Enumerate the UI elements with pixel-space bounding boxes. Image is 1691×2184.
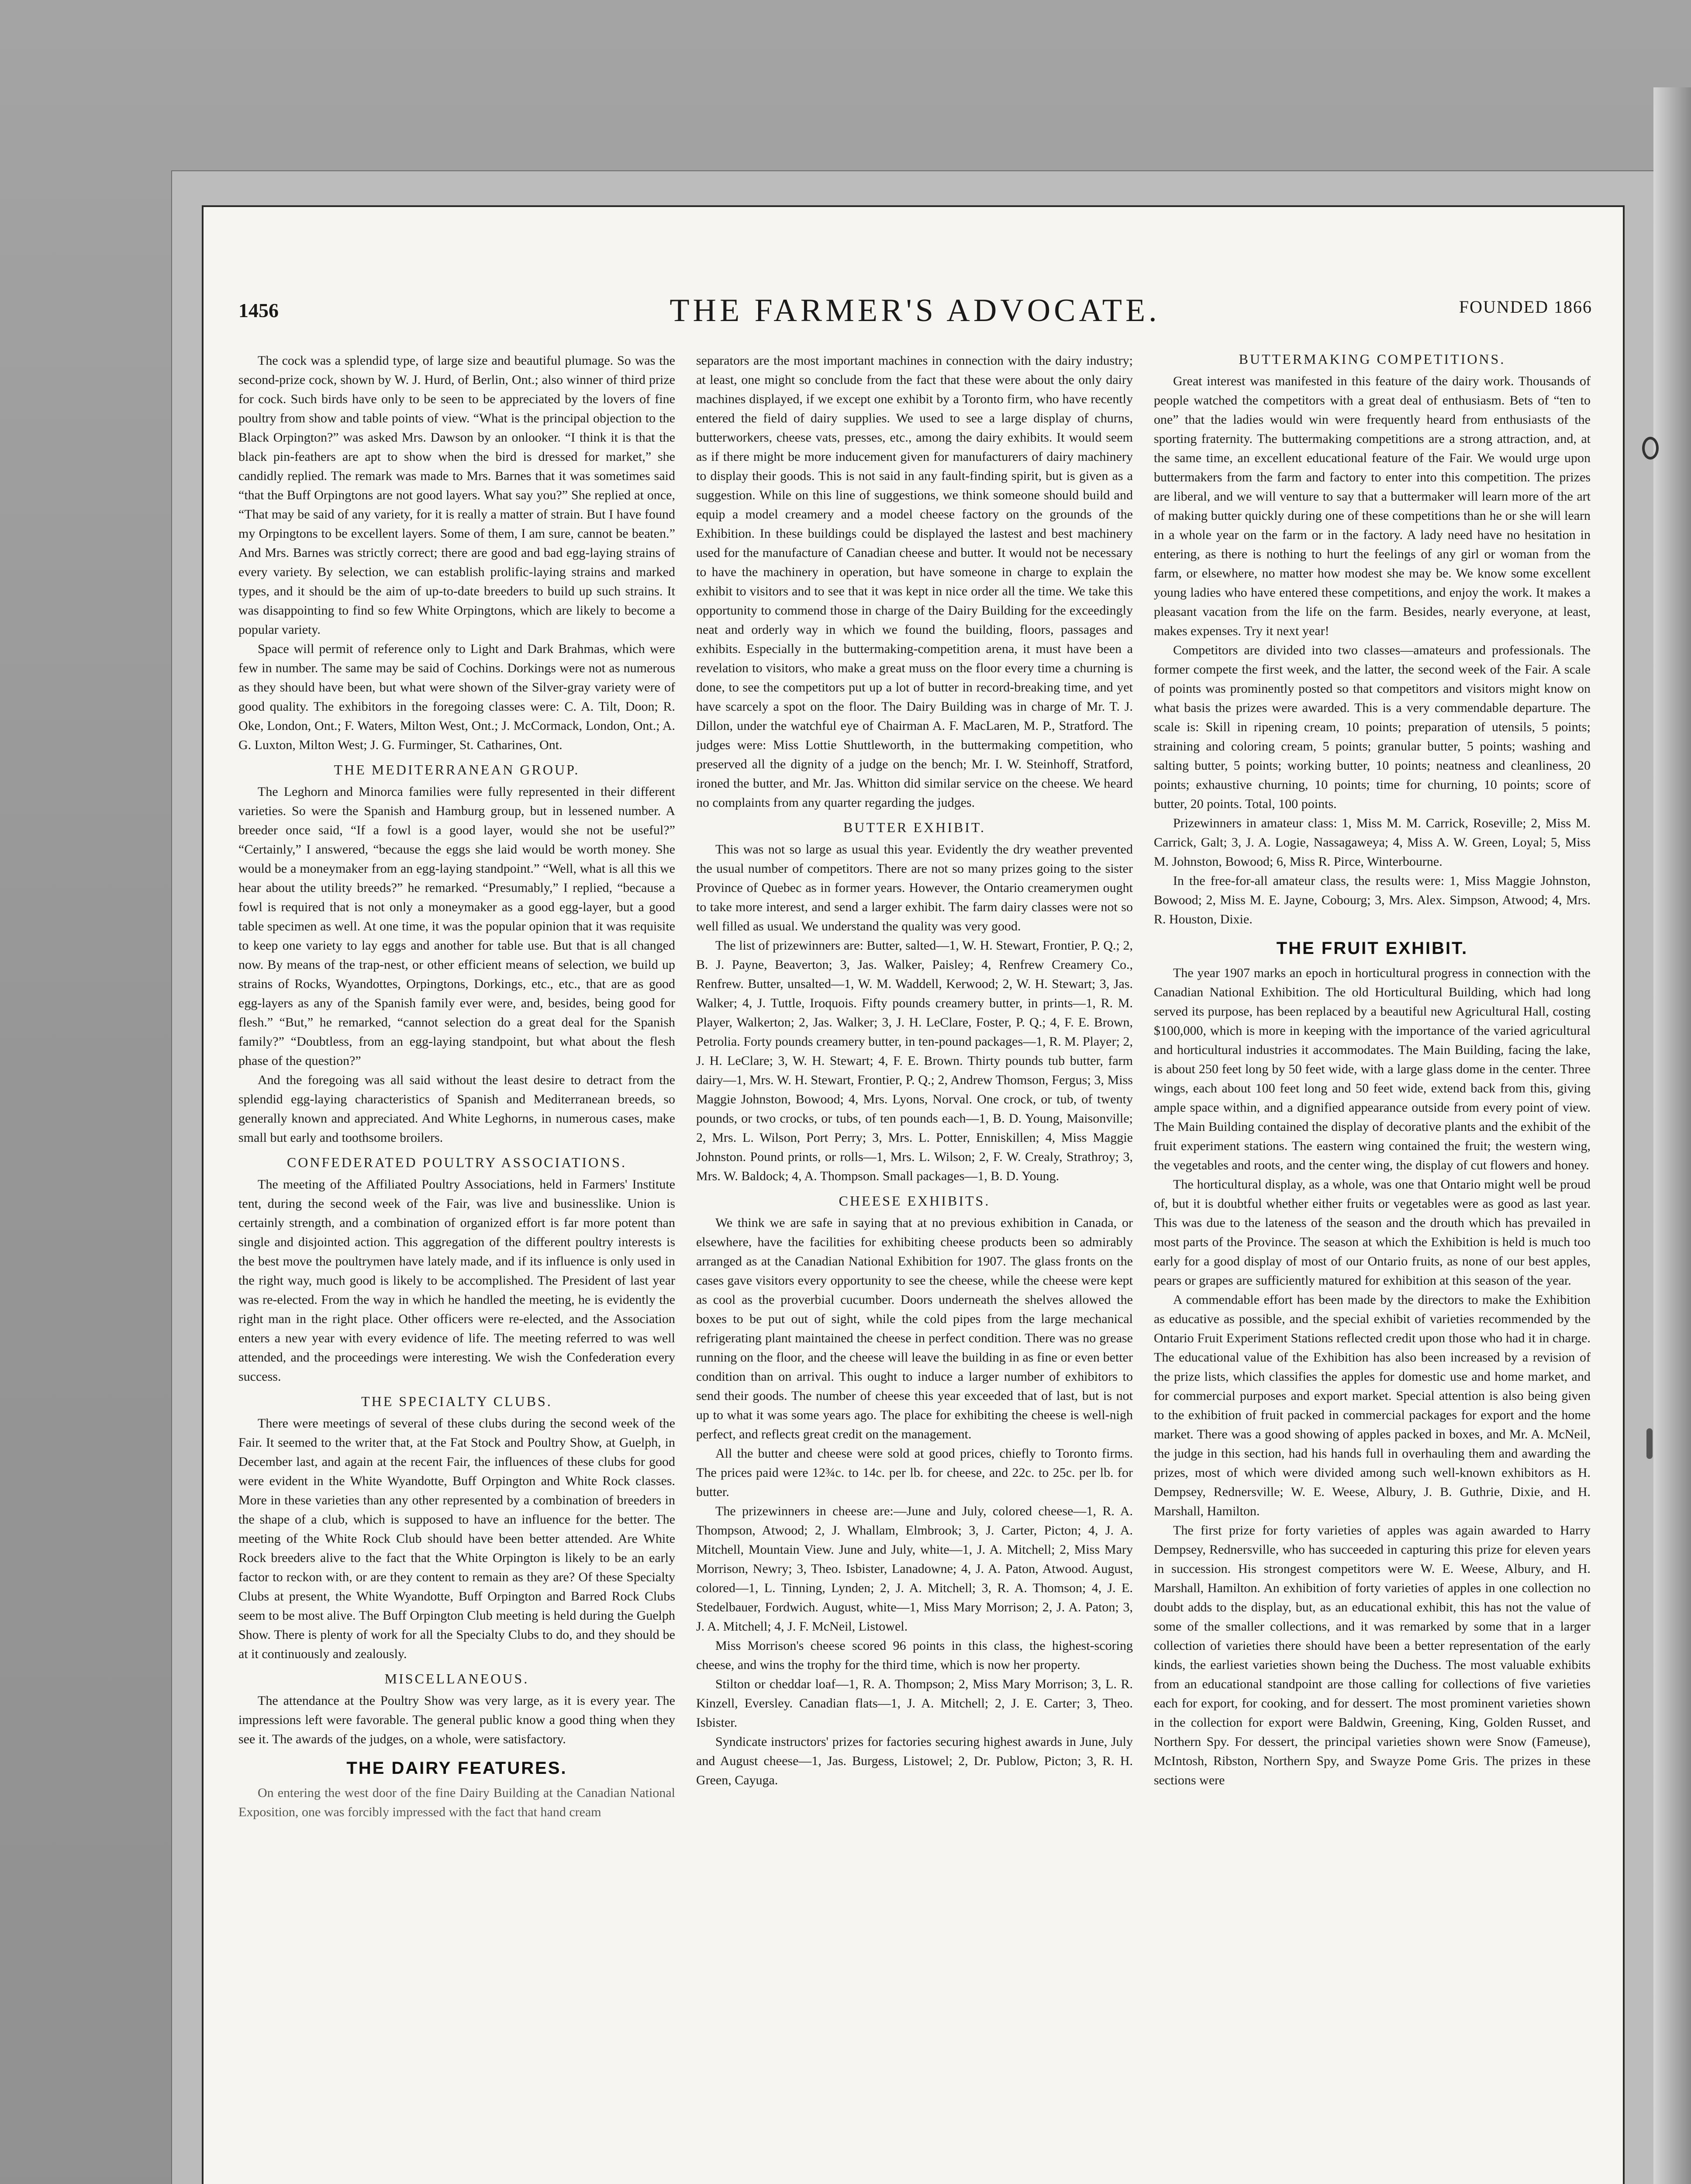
section-heading: THE MEDITERRANEAN GROUP.: [334, 762, 580, 778]
section-heading: BUTTERMAKING COMPETITIONS.: [1239, 351, 1506, 367]
section-heading: THE SPECIALTY CLUBS.: [361, 1393, 552, 1409]
column-3: [1154, 351, 1591, 2184]
article-paragraph: And the foregoing was all said without the least desire to detract from the splendid egg-laying characteristics of Spanish and Mediterranean breeds, so generally known and appreciated. And White Leghorns, in numerous cases, make small but early and toothsome broilers.: [238, 1073, 675, 1145]
section-heading: MISCELLANEOUS.: [384, 1671, 529, 1686]
scan-speck: [1642, 437, 1659, 460]
article-paragraph: All the butter and cheese were sold at good prices, chiefly to Toronto firms. The prices paid were 12¾c. to 14c. per lb. for cheese, and 22c. to 25c. per lb. for butter.: [696, 1446, 1133, 1499]
section-heading: THE FRUIT EXHIBIT.: [1276, 939, 1468, 958]
masthead-title: THE FARMER'S ADVOCATE.: [669, 293, 1160, 328]
article-paragraph: separators are the most important machines in connection with the dairy industry; at least, one might so conclude from the fact that these were about the only dairy machines displayed, if we except one exhibit by a Toronto firm, who have recently entered the field of dairy supplies. We used to see a large display of churns, butterworkers, cheese vats, presses, etc., among the dairy exhibits. It would seem as if there might be more inducement given for manufacturers of dairy machinery to display their goods. This is not said in any fault-finding spirit, but is given as a suggestion. While on this line of suggestions, we think someone should build and equip a model creamery and a model cheese factory on the grounds of the Exhibition. In these buildings could be displayed the lastest and best machinery used for the manufacture of Canadian cheese and butter. It would not be necessary to have the machinery in operation, but have someone in charge to explain the exhibit to visitors and to see that it was kept in nice order all the time. We take this opportunity to commend those in charge of the Dairy Building for the exceedingly neat and orderly way in which we found the building, floors, passages and exhibits. Especially in the buttermaking-competition arena, it must have been a revelation to visitors, who make a great muss on the floor every time a churning is done, to see the competitors put up a lot of butter in record-breaking time, and yet have scarcely a spot on the floor. The Dairy Building was in charge of Mr. T. J. Dillon, under the watchful eye of Chairman A. F. MacLaren, M. P., Stratford. The judges were: Miss Lottie Shuttleworth, in the buttermaking competition, who preserved all the dignity of a judge on the bench; Mr. I. W. Steinhoff, Stratford, ironed the butter, and Mr. Jas. Whitton did similar service on the cheese. We heard no complaints from any quarter regarding the judges.: [696, 353, 1133, 810]
section-heading: CHEESE EXHIBITS.: [839, 1193, 990, 1209]
article-paragraph: The horticultural display, as a whole, was one that Ontario might well be proud of, but it is doubtful whether either fruits or vegetables were as good as last year. This was due to the lateness of the season and the drouth which has prevailed in most parts of the Province. The season at which the Exhibition is held is much too early for a good display of most of our Ontario fruits, as none of our best apples, pears or grapes are sufficiently matured for exhibition at this season of the year.: [1154, 1177, 1591, 1288]
article-paragraph: We think we are safe in saying that at no previous exhibition in Canada, or elsewhere, have the facilities for exhibiting cheese products been so admirably arranged as at the Canadian National Exhibition for 1907. The glass fronts on the cases gave visitors every opportunity to see the cheese, while the cheese were kept as cool as the proverbial cucumber. Doors underneath the shelves allowed the boxes to be put out of sight, while the cold pipes from the large mechanical refrigerating plant maintained the cheese in perfect condition. There was no grease running on the floor, and the cheese will leave the building in as fine or even better condition than on arrival. This ought to induce a larger number of exhibitors to send their goods. The number of cheese this year exceeded that of last, but is not up to what it was some years ago. The place for exhibiting the cheese is well-nigh perfect, and reflects great credit on the management.: [696, 1216, 1133, 1441]
article-paragraph: Miss Morrison's cheese scored 96 points in this class, the highest-scoring cheese, and wins the trophy for the third time, which is now her property.: [696, 1638, 1133, 1672]
section-heading: CONFEDERATED POULTRY ASSOCIATIONS.: [286, 1154, 627, 1170]
article-paragraph: The meeting of the Affiliated Poultry Associations, held in Farmers' Institute tent, during the second week of the Fair, was live and businesslike. Union is certainly strength, and a combination of organized effort is far more potent than single and disjointed action. This aggregation of the different poultry interests is the best move the poultrymen have lately made, and if its influence is only used in the right way, much good is likely to be accomplished. The President of last year was re-elected. From the way in which he handled the meeting, he is evidently the right man in the right place. Other officers were re-elected, and the Association enters a new year with every evidence of life. The meeting referred to was well attended, and the proceedings were interesting. We wish the Confederation every success.: [238, 1177, 675, 1384]
column-1: [238, 351, 675, 2184]
article-paragraph: Stilton or cheddar loaf—1, R. A. Thompson; 2, Miss Mary Morrison; 3, L. R. Kinzell, Eversley. Canadian flats—1, J. A. Mitchell; 2, J. E. Carter; 3, Theo. Isbister.: [696, 1677, 1133, 1730]
column-2: [696, 351, 1133, 2184]
page-number: 1456: [238, 299, 279, 321]
article-paragraph: The prizewinners in cheese are:—June and July, colored cheese—1, R. A. Thompson, Atwood; 2, J. Whallam, Elmbrook; 3, J. Carter, Picton; 4, J. A. Mitchell, Mountain View. June and July, white—1, J. A. Mitchell; 2, Miss Mary Morrison, Newry; 3, Theo. Isbister, Lanadowne; 4, J. A. Paton, Atwood. August, colored—1, L. Tinning, Lynden; 2, J. A. Mitchell; 3, R. A. Thomson; 4, J. E. Stedelbauer, Fordwich. August, white—1, Miss Mary Morrison; 2, J. A. Paton; 3, J. A. Mitchell; 4, J. F. McNeil, Listowel.: [696, 1504, 1133, 1634]
article-paragraph: This was not so large as usual this year. Evidently the dry weather prevented the usual number of competitors. There are not so many prizes going to the sister Province of Quebec as in former years. However, the Ontario creamerymen ought to take more interest, and send a larger exhibit. The farm dairy classes were not so well filled as usual. We understand the quality was very good.: [696, 842, 1133, 933]
article-paragraph: Syndicate instructors' prizes for factories securing highest awards in June, July and August cheese—1, Jas. Burgess, Listowel; 2, Dr. Publow, Picton; 3, R. H. Green, Cayuga.: [696, 1735, 1133, 1787]
article-paragraph: The first prize for forty varieties of apples was again awarded to Harry Dempsey, Rednersville, who has succeeded in capturing this prize for eleven years in succession. His strongest competitors were W. E. Weese, Albury, and H. Marshall, Hamilton. An exhibition of forty varieties of apples in one collection no doubt adds to the display, but, as an educational exhibit, this has not the value of some of the smaller collections, and it was remarked by some that in a larger collection of varieties there should have been a better representation of the early kinds, the earliest varieties shown being the Duchess. The most valuable exhibits from an educational standpoint are those calling for collections of five varieties each for export, for cooking, and for dessert. The most prominent varieties shown in the collection for export were Baldwin, Greening, King, Golden Russet, and Northern Spy. For dessert, the principal varieties shown were Snow (Fameuse), McIntosh, Ribston, Northern Spy, and Swayze Pome Gris. The prizes in these sections were: [1154, 1523, 1591, 1787]
article-paragraph: A commendable effort has been made by the directors to make the Exhibition as educative as possible, and the special exhibit of varieties recommended by the Ontario Fruit Experiment Stations reflected credit upon those who had it in charge. The educational value of the Exhibition has also been increased by a revision of the prize lists, which classifies the apples for domestic use and home market, and for commercial purposes and export market. Special attention is also being given to the exhibition of fruit packed in commercial packages for export and the home market. There was a good showing of apples packed in boxes, and Mr. A. McNeil, the judge in this section, had his hands full in overhauling them and awarding the prizes, most of which were divided among such well-known exhibitors as H. Dempsey, Rednersville; W. E. Weese, Albury, J. B. Guthrie, Dixie, and H. Marshall, Hamilton.: [1154, 1292, 1591, 1518]
section-heading: THE DAIRY FEATURES.: [346, 1759, 567, 1778]
article-paragraph: The list of prizewinners are: Butter, salted—1, W. H. Stewart, Frontier, P. Q.; 2, B. J. Payne, Beaverton; 3, Jas. Walker, Paisley; 4, Renfrew Creamery Co., Renfrew. Butter, unsalted—1, W. M. Waddell, Kerwood; 2, W. H. Stewart; 3, Jas. Walker; 4, J. Tuttle, Iroquois. Fifty pounds creamery butter, in prints—1, R. M. Player, Walkerton; 2, Jas. Walker; 3, J. H. LeClare, Foster, P. Q.; 4, F. E. Brown, Petrolia. Forty pounds creamery butter, in ten-pound packages—1, R. M. Player; 2, J. H. LeClare; 3, W. H. Stewart; 4, F. E. Brown. Thirty pounds tub butter, farm dairy—1, Mrs. W. H. Stewart, Frontier, P. Q.; 2, Andrew Thomson, Fergus; 3, Miss Maggie Johnston, Bowood; 4, Mrs. Lyons, Norval. One crock, or tub, of twenty pounds, or two crocks, or tubs, of ten pounds each—1, B. D. Young, Maisonville; 2, Mrs. L. Wilson, Port Perry; 3, Mrs. L. Potter, Enniskillen; 4, Miss Maggie Johnston. Pound prints, or rolls—1, Mrs. L. Wilson; 2, F. W. Crealy, Strathroy; 3, Mrs. W. Baldock; 4, A. Thompson. Small packages—1, B. D. Young.: [696, 938, 1133, 1183]
newspaper-page: [202, 205, 1625, 2184]
article-paragraph: The attendance at the Poultry Show was very large, as it is every year. The impressions left were favorable. The general public know a good thing when they see it. The awards of the judges, on a whole, were satisfactory.: [238, 1693, 675, 1746]
article-paragraph: Great interest was manifested in this feature of the dairy work. Thousands of people watched the competitors with a great deal of enthusiasm. Bets of “ten to one” that the ladies would win were frequently heard from enthusiasts of the sporting fraternity. The buttermaking competitions are a strong attraction, and, at the same time, an excellent educational feature of the Fair. We would urge upon buttermakers from the farm and factory to enter into this competition. The prizes are liberal, and we will venture to say that a buttermaker will learn more of the art of making butter quickly during one of these competitions than he or she will learn in a whole year on the farm or in the factory. A lady need have no hesitation in entering, as there is nothing to hurt the feelings of any girl or woman from the farm, or elsewhere, no matter how modest she may be. We know some excellent young ladies who have entered these competitions, and enjoy the work. It makes a pleasant vacation from the life on the farm. Besides, nearly everyone, at least, makes expenses. Try it next year!: [1154, 374, 1591, 638]
article-paragraph: The cock was a splendid type, of large size and beautiful plumage. So was the second-prize cock, shown by W. J. Hurd, of Berlin, Ont.; also winner of third prize for cock. Such birds have only to be seen to be appreciated by the lovers of fine poultry from show and table points of view. “What is the principal objection to the Black Orpington?” was asked Mrs. Dawson by an onlooker. “I think it is that the black pin-feathers are apt to show when the bird is dressed for market,” she candidly replied. The remark was made to Mrs. Barnes that it was sometimes said “that the Buff Orpingtons are not good layers. What say you?” She replied at once, “That may be said of any variety, for it is really a matter of strain. But I have found my Orpingtons to be excellent layers. Some of them, I am sure, cannot be beaten.” And Mrs. Barnes was strictly correct; there are good and bad egg-laying strains of every variety. By selection, we can establish prolific-laying strains and marked types, and it should be the aim of up-to-date breeders to build up such strains. It was disappointing to find so few White Orpingtons, which are likely to become a popular variety.: [238, 353, 675, 637]
article-paragraph: Competitors are divided into two classes—amateurs and professionals. The former compete the first week, and the latter, the second week of the Fair. A scale of points was prominently posted so that competitors and visitors might know on what basis the prizes were awarded. This is a very commendable departure. The scale is: Skill in ripening cream, 10 points; preparation of utensils, 5 points; straining and coloring cream, 5 points; granular butter, 5 points; washing and salting butter, 5 points; working butter, 10 points; neatness and cleanliness, 20 points; exhaustive churning, 10 points; time for churning, 10 points; score of butter, 20 points. Total, 100 points.: [1154, 643, 1591, 811]
article-paragraph: There were meetings of several of these clubs during the second week of the Fair. It seemed to the writer that, at the Fat Stock and Poultry Show, at Guelph, in December last, and again at the recent Fair, the influences of these clubs for good were evident in the White Wyandotte, Buff Orpington and White Rock classes. More in these varieties than any other represented by a combination of breeders in the shape of a club, which is supposed to have an influence for the better. The meeting of the White Rock Club should have been better attended. Are White Rock breeders alive to the fact that the White Orpington is likely to be an early factor to reckon with, or are they content to remain as they are? Of these Specialty Clubs at present, the White Wyandotte, Buff Orpington and Barred Rock Clubs seem to be most alive. The Buff Orpington Club meeting is held during the Guelph Show. There is plenty of work for all the Specialty Clubs to do, and they should be at it continuously and zealously.: [238, 1416, 675, 1661]
article-paragraph: On entering the west door of the fine Dairy Building at the Canadian National Exposition, one was forcibly impressed with the fact that hand cream: [238, 1786, 675, 1819]
binding-strip: [1653, 87, 1691, 2184]
article-paragraph: In the free-for-all amateur class, the results were: 1, Miss Maggie Johnston, Bowood; 2, Miss M. E. Jayne, Cobourg; 3, Mrs. Alex. Simpson, Atwood; 4, Mrs. R. Houston, Dixie.: [1154, 874, 1591, 926]
article-paragraph: Prizewinners in amateur class: 1, Miss M. M. Carrick, Roseville; 2, Miss M. Carrick, Galt; 3, J. A. Logie, Nassagaweya; 4, Miss A. W. Green, Loyal; 5, Miss M. Johnston, Bowood; 6, Miss R. Pirce, Winterbourne.: [1154, 816, 1591, 869]
article-paragraph: Space will permit of reference only to Light and Dark Brahmas, which were few in number. The same may be said of Cochins. Dorkings were not as numerous as they should have been, but what were shown of the Silver-gray variety were of good quality. The exhibitors in the foregoing classes were: C. A. Tilt, Doon; R. Oke, London, Ont.; F. Waters, Milton West, Ont.; J. McCormack, London, Ont.; A. G. Luxton, Milton West; J. G. Furminger, St. Catharines, Ont.: [238, 642, 675, 752]
article-paragraph: The Leghorn and Minorca families were fully represented in their different varieties. So were the Spanish and Hamburg group, but in lessened number. A breeder once said, “If a fowl is a good layer, would she not be useful?” “Certainly,” I answered, “because the eggs she laid would be worth money. She would be a moneymaker from an egg-laying standpoint.” “Well, what is all this we hear about the utility breeds?” he remarked. “Presumably,” I replied, “because a fowl is required that is not only a moneymaker as a good egg-layer, but a good table specimen as well. At one time, it was the popular opinion that it was requisite to keep one variety to lay eggs and another for table use. But that is all changed now. By means of the trap-nest, or other efficient means of selection, we build up strains of Rocks, Wyandottes, Orpingtons, Dorkings, etc., etc., that are as good egg-layers as any of the Spanish family ever were, and, besides, being good for flesh.” “But,” he remarked, “cannot selection do a great deal for the Spanish family?” “Doubtless, from an egg-laying standpoint, but what about the flesh phase of the question?”: [238, 784, 675, 1068]
scan-speck: [1646, 1428, 1653, 1459]
founded-note: FOUNDED 1866: [1459, 297, 1592, 317]
article-paragraph: The year 1907 marks an epoch in horticultural progress in connection with the Canadian National Exhibition. The old Horticultural Building, which had long served its purpose, has been replaced by a beautiful new Agricultural Hall, costing $100,000, which is more in keeping with the importance of the varied agricultural and horticultural industries it accommodates. The Main Building, facing the lake, is about 250 feet long by 50 feet wide, with a large glass dome in the center. Three wings, each about 100 feet long and 50 feet wide, extend back from this, giving ample space within, and a dignified appearance outside from every point of view. The Main Building contained the display of decorative plants and the exhibit of the fruit experiment stations. The eastern wing contained the fruit; the western wing, the vegetables and roots, and the center wing, the display of cut flowers and honey.: [1154, 966, 1591, 1172]
section-heading: BUTTER EXHIBIT.: [843, 819, 986, 835]
